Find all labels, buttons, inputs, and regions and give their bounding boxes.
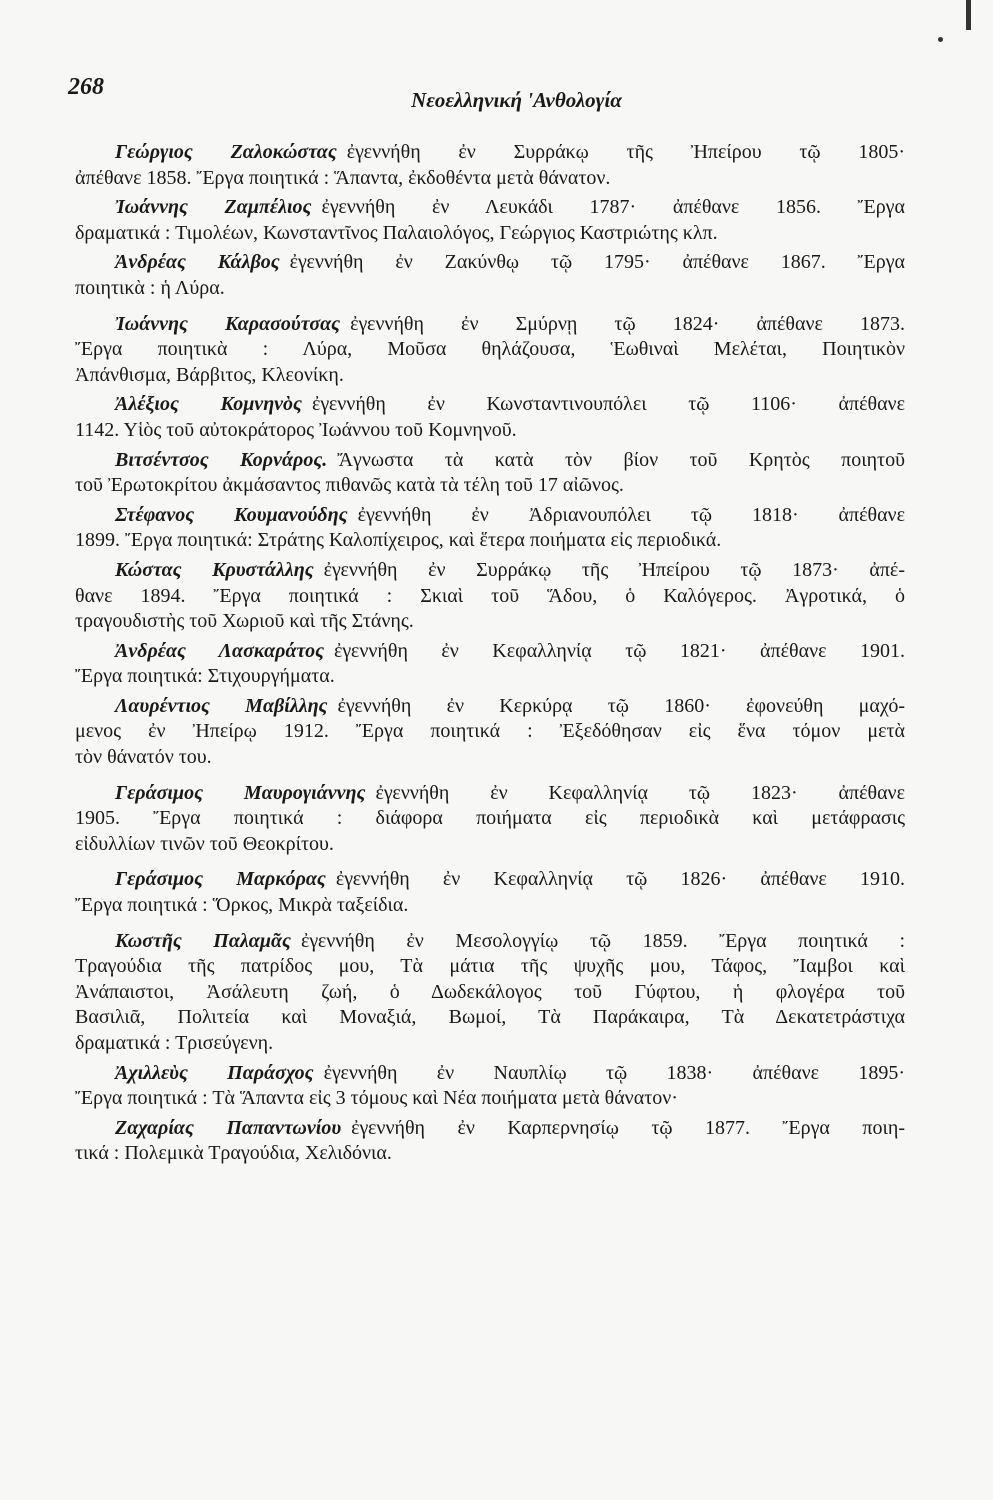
entry-text: Ἔργα ποιητικά : Ὅρκος, Μικρὰ ταξείδια. xyxy=(75,894,409,917)
biography-entry xyxy=(75,781,905,858)
entry-text: Ἔργα ποιητικὰ : Λύρα, Μοῦσα θηλάζουσα, Ἑωθιναὶ Μελέται, Ποιητικὸν xyxy=(75,338,905,361)
entry-line xyxy=(75,584,905,610)
entry-text: ἐγεννήθη ἐν Ἀδριανουπόλει τῷ 1818· ἀπέθανε xyxy=(357,503,906,526)
biography-entry xyxy=(75,694,905,771)
biography-entry xyxy=(75,639,905,690)
entry-text: 1899. Ἔργα ποιητικά: Στράτης Καλοπίχειρος, καὶ ἕτερα ποιήματα εἰς περιοδικά. xyxy=(75,529,722,552)
entry-text: ἐγεννήθη ἐν Ζακύνθῳ τῷ 1795· ἀπέθανε 1867. Ἔργα xyxy=(289,251,906,274)
biography-entry xyxy=(75,929,905,1057)
entry-text: ἐγεννήθη ἐν Κεφαλληνίᾳ τῷ 1826· ἀπέθανε 1910. xyxy=(335,868,905,891)
entry-line xyxy=(75,694,905,720)
entry-line xyxy=(75,448,905,474)
biography-entry xyxy=(75,448,905,499)
entry-line xyxy=(75,558,905,584)
entry-text: τὸν θάνατόν του. xyxy=(75,746,212,769)
entry-line xyxy=(75,140,905,166)
entry-text: ἐγεννήθη ἐν Συρράκῳ τῆς Ἠπείρου τῷ 1805· xyxy=(346,141,905,163)
entry-line xyxy=(75,337,905,363)
entry-line xyxy=(75,867,905,893)
biography-entry xyxy=(75,392,905,443)
poet-name: Ἰωάννης Ζαμπέλιος xyxy=(115,196,312,219)
entry-text: 1905. Ἔργα ποιητικά : διάφορα ποιήματα εἰς περιοδικὰ καὶ μετάφρασις xyxy=(75,807,905,830)
poet-name: Ἀνδρέας Λασκαράτος xyxy=(115,639,325,662)
running-head-text: Νεοελληνική 'Ανθολογία xyxy=(411,88,622,112)
entry-text: Ἔργα ποιητικά : Τὰ Ἅπαντα εἰς 3 τόμους καὶ Νέα ποιήματα μετὰ θάνατον· xyxy=(75,1087,678,1110)
spacer xyxy=(75,302,905,308)
biography-entry xyxy=(75,312,905,389)
entry-text: δραματικά : Τιμολέων, Κωνσταντῖνος Παλαιολόγος, Γεώργιος Καστριώτης κλπ. xyxy=(75,221,718,244)
biography-entry xyxy=(75,140,905,191)
biography-entry xyxy=(75,558,905,635)
entry-text: θανε 1894. Ἔργα ποιητικά : Σκιαὶ τοῦ Ἅδου, ὁ Καλόγερος. Ἀγροτικά, ὁ xyxy=(75,584,905,607)
entry-line xyxy=(75,1031,905,1057)
entry-line xyxy=(75,719,905,745)
poet-name: Ἀλέξιος Κομνηνὸς xyxy=(115,393,302,416)
running-head xyxy=(0,88,993,113)
entry-line xyxy=(75,473,905,499)
entry-text: ἐγεννήθη ἐν Λευκάδι 1787· ἀπέθανε 1856. Ἔργα xyxy=(321,196,905,219)
entry-text: ἀπέθανε 1858. Ἔργα ποιητικά : Ἅπαντα, ἐκδοθέντα μετὰ θάνατον. xyxy=(75,166,611,189)
entry-text: τραγουδιστὴς τοῦ Χωριοῦ καὶ τῆς Στάνης. xyxy=(75,610,414,633)
entry-text: Βασιλιᾶ, Πολιτεία καὶ Μοναξιά, Βωμοί, Τὰ Παράκαιρα, Τὰ Δεκατετράστιχα xyxy=(75,1006,905,1029)
entry-text: εἰδυλλίων τινῶν τοῦ Θεοκρίτου. xyxy=(75,832,334,855)
entry-text: ἐγεννήθη ἐν Ναυπλίῳ τῷ 1838· ἀπέθανε 1895· xyxy=(323,1061,905,1084)
entry-text: Ἔργα ποιητικά: Στιχουργήματα. xyxy=(75,665,335,688)
biography-entry xyxy=(75,867,905,918)
entry-line xyxy=(75,221,905,247)
entry-line xyxy=(75,980,905,1006)
entry-text: τοῦ Ἐρωτοκρίτου ἀκμάσαντος πιθανῶς κατὰ τὰ τέλη τοῦ 17 αἰῶνος. xyxy=(75,474,624,497)
poet-name: Γεώργιος Ζαλοκώστας xyxy=(115,141,337,163)
biography-entry xyxy=(75,1116,905,1167)
entry-text: 1142. Υἱὸς τοῦ αὐτοκράτορος Ἰωάννου τοῦ Κομνηνοῦ. xyxy=(75,418,517,441)
page-body xyxy=(75,136,905,1167)
entry-line xyxy=(75,832,905,858)
spacer xyxy=(75,919,905,925)
entry-line xyxy=(75,1061,905,1087)
page-number: 268 xyxy=(68,74,104,100)
biography-entry xyxy=(75,195,905,246)
entry-line xyxy=(75,745,905,771)
entry-line xyxy=(75,1005,905,1031)
entry-line xyxy=(75,166,905,192)
poet-name: Ἰωάννης Καρασούτσας xyxy=(115,312,341,335)
poet-name: Ζαχαρίας Παπαντωνίου xyxy=(115,1116,342,1139)
poet-name: Γεράσιμος Μαρκόρας xyxy=(115,868,326,891)
entry-line xyxy=(75,664,905,690)
entry-line xyxy=(75,893,905,919)
entry-line xyxy=(75,781,905,807)
entry-text: ποιητικὰ : ἡ Λύρα. xyxy=(75,276,225,299)
entry-line xyxy=(75,1116,905,1142)
poet-name: Στέφανος Κουμανούδης xyxy=(115,503,348,526)
entry-text: ἐγεννήθη ἐν Κεφαλληνίᾳ τῷ 1821· ἀπέθανε 1901. xyxy=(334,639,905,662)
entry-line xyxy=(75,503,905,529)
poet-name: Κώστας Κρυστάλλης xyxy=(115,558,314,581)
entry-line xyxy=(75,250,905,276)
poet-name: Ἀχιλλεὺς Παράσχος xyxy=(115,1061,314,1084)
entry-text: Ἀνάπαιστοι, Ἀσάλευτη ζωή, ὁ Δωδεκάλογος τοῦ Γύφτου, ἡ φλογέρα τοῦ xyxy=(75,980,905,1003)
entry-text: ἐγεννήθη ἐν Κεφαλληνίᾳ τῷ 1823· ἀπέθανε xyxy=(375,781,905,804)
entry-line xyxy=(75,392,905,418)
entry-text: ἐγεννήθη ἐν Κωνσταντινουπόλει τῷ 1106· ἀπέθανε xyxy=(311,393,905,416)
poet-name: Γεράσιμος Μαυρογιάννης xyxy=(115,781,366,804)
biography-entry xyxy=(75,503,905,554)
entry-text: ἐγεννήθη ἐν Μεσολογγίῳ τῷ 1859. Ἔργα ποιητικά : xyxy=(300,929,905,952)
entry-text: Ἀπάνθισμα, Βάρβιτος, Κλεονίκη. xyxy=(75,363,344,386)
entry-text: Τραγούδια τῆς πατρίδος μου, Τὰ μάτια τῆς ψυχῆς μου, Τάφος, Ἴαμβοι καὶ xyxy=(75,955,905,978)
entry-text: μενος ἐν Ἠπείρῳ 1912. Ἔργα ποιητικά : Ἐξεδόθησαν εἰς ἕνα τόμον μετὰ xyxy=(75,720,905,743)
spacer xyxy=(75,857,905,863)
poet-name: Κωστῆς Παλαμᾶς xyxy=(115,929,291,952)
entry-line xyxy=(75,312,905,338)
biography-entry xyxy=(75,250,905,301)
entry-line xyxy=(75,363,905,389)
entry-line xyxy=(75,954,905,980)
spacer xyxy=(75,771,905,777)
entry-text: Ἄγνωστα τὰ κατὰ τὸν βίον τοῦ Κρητὸς ποιητοῦ xyxy=(337,448,905,471)
entry-line xyxy=(75,418,905,444)
poet-name: Λαυρέντιος Μαβίλλης xyxy=(115,694,328,717)
entry-line xyxy=(75,639,905,665)
entry-text: ἐγεννήθη ἐν Σμύρνῃ τῷ 1824· ἀπέθανε 1873. xyxy=(350,312,906,335)
poet-name: Ἀνδρέας Κάλβος xyxy=(115,251,280,274)
poet-name: Βιτσέντσος Κορνάρος. xyxy=(115,448,328,471)
entry-text: ἐγεννήθη ἐν Καρπερνησίῳ τῷ 1877. Ἔργα ποιη- xyxy=(351,1116,905,1139)
entry-text: ἐγεννήθη ἐν Κερκύρᾳ τῷ 1860· ἐφονεύθη μαχό- xyxy=(337,694,905,717)
entry-line xyxy=(75,528,905,554)
entry-line xyxy=(75,1086,905,1112)
entry-text: τικά : Πολεμικὰ Τραγούδια, Χελιδόνια. xyxy=(75,1142,392,1165)
entry-line xyxy=(75,609,905,635)
scan-mark xyxy=(966,0,971,30)
biography-entry xyxy=(75,1061,905,1112)
entry-line xyxy=(75,806,905,832)
entry-line xyxy=(75,1141,905,1167)
entry-line xyxy=(75,276,905,302)
entry-text: ἐγεννήθη ἐν Συρράκῳ τῆς Ἠπείρου τῷ 1873· ἀπέ- xyxy=(323,558,905,581)
entry-line xyxy=(75,929,905,955)
entry-text: δραματικά : Τρισεύγενη. xyxy=(75,1032,274,1054)
entry-line xyxy=(75,195,905,221)
scan-speck xyxy=(938,37,943,42)
